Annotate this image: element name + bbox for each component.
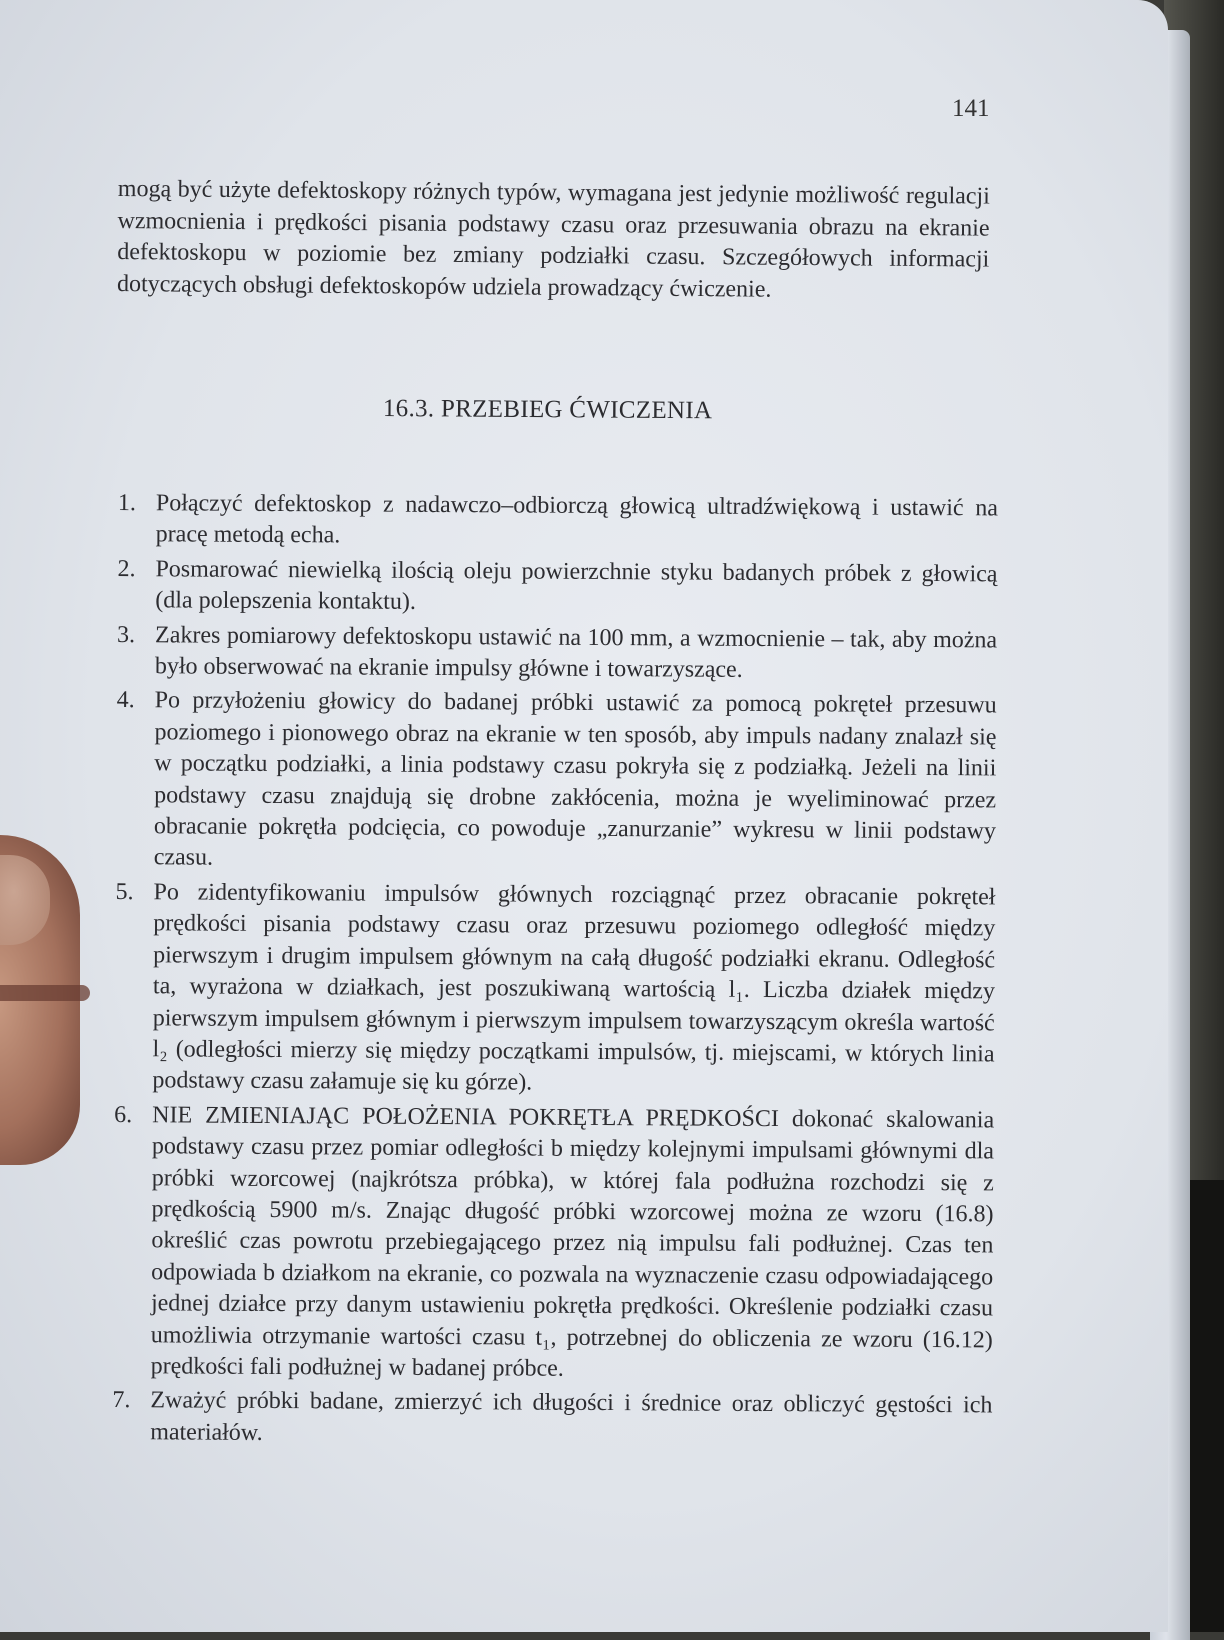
step-number: 6. xyxy=(114,1101,133,1128)
background-dark-corner xyxy=(1184,1180,1224,1632)
step-text: Zakres pomiarowy defektoskopu ustawić na 100 mm, a wzmocnienie – tak, aby można było obserwować na ekranie impulsy główne i towarzyszące. xyxy=(154,621,998,683)
step-number: 2. xyxy=(117,555,136,582)
step-number: 5. xyxy=(115,878,134,906)
step-item xyxy=(110,488,998,556)
step-number: 4. xyxy=(116,687,135,714)
step-number: 7. xyxy=(112,1387,131,1414)
step-text: Po zidentyfikowaniu impulsów głównych rozciągnąć przez obracanie pokręteł prędkości pisania podstawy czasu oraz przesuwu poziomego odległość między pierwszym i drugim impulsem głównym na całą długość podziałki ekranu. Odległość ta, wyrażona w działkach, jest poszukiwaną wartością l₁. Liczba działek między pierwszym impulsem głównym i pierwszym impulsem towarzyszącym określa wartość l₂ (odległości mierzy się między początkami impulsów, tj. miejscami, w których linia podstawy czasu załamuje się ku górze). xyxy=(152,879,996,1096)
step-text: Posmarować niewielką ilością oleju powierzchnie styku badanych próbek z głowicą (dla polepszenia kontaktu). xyxy=(155,556,998,616)
step-text: NIE ZMIENIAJĄC POŁOŻENIA POKRĘTŁA PRĘDKOŚCI dokonać skalowania podstawy czasu przez pomiar odległości b między kolejnymi impulsami głównymi dla próbki wzorcowej (najkrótsza próbka), w której fala podłużna rozchodzi się z prędkością 5900 m/s. Znając długość próbki wzorcowej można ze wzoru (16.8) określić czas powrotu przebiegającego przez nią impulsu fali podłużnej. Czas ten odpowiada b działkom na ekranie, co pozwala na wyznaczenie czasu odpowiadającego jednej działce przy danym ustawieniu pokrętła prędkości. Określenie podziałki czasu umożliwia otrzymanie wartości czasu t₁, potrzebnej do obliczenia ze wzoru (16.12) prędkości fali podłużnej w badanej próbce. xyxy=(150,1101,995,1382)
section-heading: 16.3. PRZEBIEG ĆWICZENIA xyxy=(382,395,713,425)
step-item xyxy=(109,554,997,622)
step-item xyxy=(108,685,997,879)
intro-paragraph: mogą być użyte defektoskopy różnych typów, wymagana jest jedynie możliwość regulacji wzmocnienia i prędkości pisania podstawy czasu oraz przesuwania obrazu na ekranie defektoskopu w poziomie bez zmiany podziałki czasu. Szczegółowych informacji dotyczących obsługi defektoskopów udziela prowadzący ćwiczenie. xyxy=(116,175,990,303)
step-number: 3. xyxy=(117,621,136,648)
step-item xyxy=(105,1100,995,1388)
step-text: Zważyć próbki badane, zmierzyć ich długości i średnice oraz obliczyć gęstości ich materiałów. xyxy=(150,1387,993,1446)
step-number: 1. xyxy=(117,490,136,517)
step-text: Połączyć defektoskop z nadawczo–odbiorczą głowicą ultradźwiękową i ustawić na pracę metodą echa. xyxy=(155,490,998,549)
finger-crease xyxy=(0,985,90,1001)
step-item xyxy=(104,1385,992,1453)
procedure-steps xyxy=(104,488,998,1457)
step-item xyxy=(106,877,995,1102)
step-text: Po przyłożeniu głowicy do badanej próbki ustawić za pomocą pokręteł przesuwu poziomego i pionowego obraz na ekranie w ten sposób, aby impuls nadany znalazł się w początku podziałki, a linia podstawy czasu pokryła się z podziałką. Jeżeli na linii podstawy czasu znajdują się drobne zakłócenia, można je wyeliminować przez obracanie pokrętła podcięcia, co powoduje „zanurzanie” wykresu w linii podstawy czasu. xyxy=(153,687,997,872)
step-item xyxy=(109,620,997,688)
page-number: 141 xyxy=(952,95,990,122)
